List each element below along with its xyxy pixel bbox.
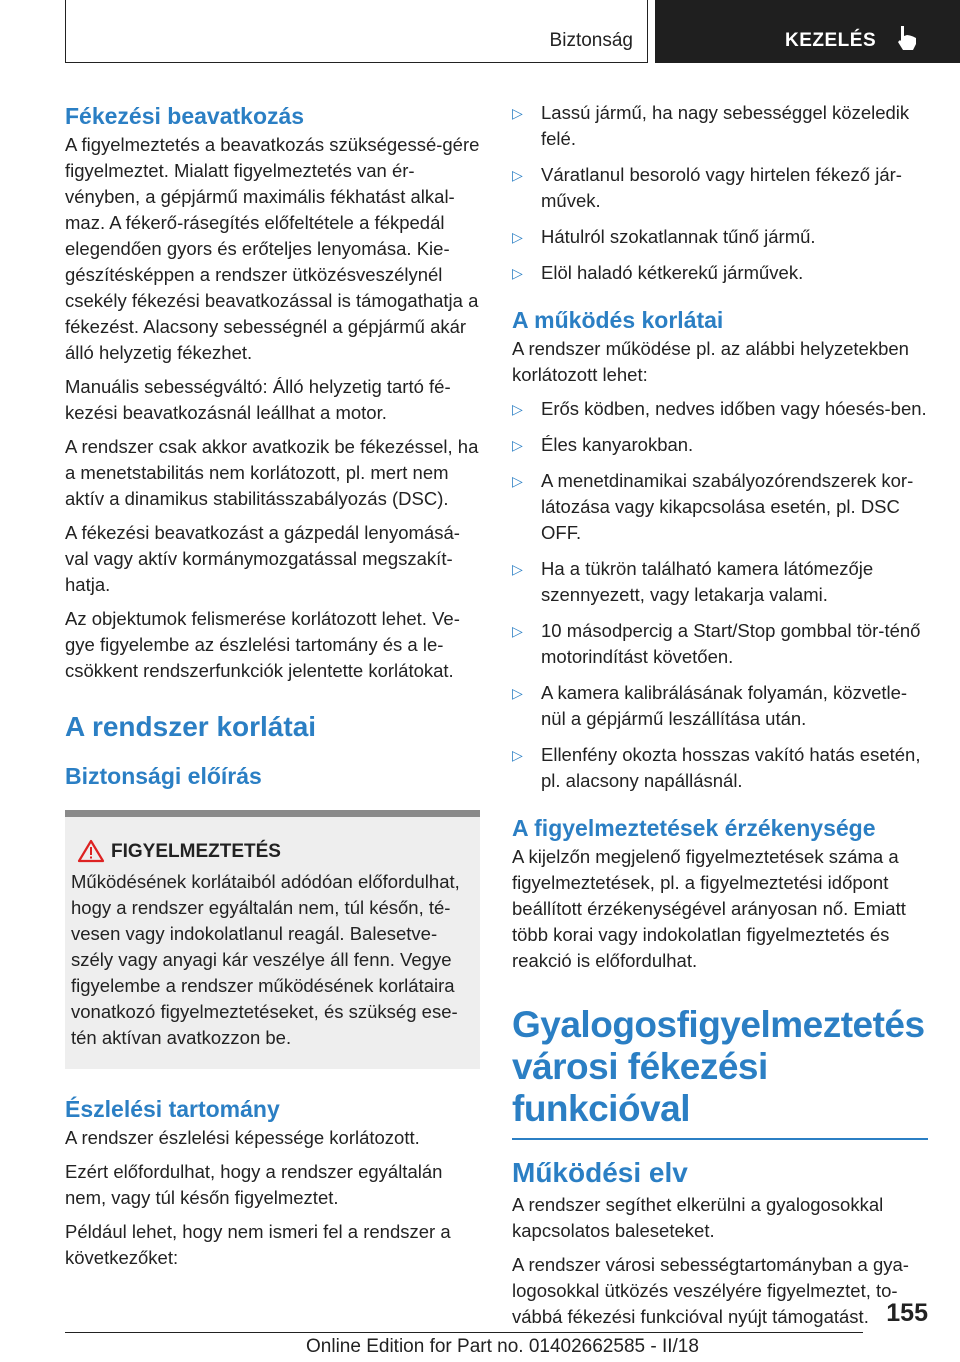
list-item: ▷ Ellenfény okozta hosszas vakító hatás esetén, pl. alacsony napállásnál. [512,742,928,794]
list-item: ▷ Váratlanul besoroló vagy hirtelen fékező jár-művek. [512,162,928,214]
warning-box [65,810,480,1069]
heading-fekezesi-beavatkozas: Fékezési beavatkozás [65,103,305,129]
paragraph: A rendszer segíthet elkerülni a gyalogosokkal kapcsolatos baleseteket. [512,1194,884,1241]
heading-rendszer-korlatai: A rendszer korlátai [65,711,317,742]
chapter-heading-block [512,1004,928,1140]
paragraph: Például lehet, hogy nem ismeri fel a rendszer a következőket: [65,1221,451,1268]
paragraph: Manuális sebességváltó: Álló helyzetig tartó fé-kezési beavatkozásnál leállhat a motor. [65,376,451,423]
heading-figyelmeztetesek-erzekenysege: A figyelmeztetések érzékenysége [512,815,876,841]
list-item: ▷ A menetdinamikai szabályozórendszerek kor-látozása vagy kikapcsolása esetén, pl. DSC OFF. [512,468,928,546]
footer-divider [65,1332,863,1333]
warning-triangle-icon [77,839,105,863]
paragraph: A kijelzőn megjelenő figyelmeztetések száma a figyelmeztetések, pl. a figyelmeztetési időpont beállított érzékenységével arányosan nő. Emiatt több korai vagy indokolatlan figyelmeztetés és reakció is előfordulhat. [512,846,906,971]
list-item: ▷ Elöl haladó kétkerekű járművek. [512,260,928,286]
paragraph: A rendszer csak akkor avatkozik be fékezéssel, ha a menetstabilitás nem korlátozott, pl. mert nem aktív a dinamikus stabilitásszabályozás (DSC). [65,436,479,509]
list-item: ▷ A kamera kalibrálásának folyamán, közvetle-nül a gépjármű leszállítása után. [512,680,928,732]
list-item: ▷ Erős ködben, nedves időben vagy hóesés-ben. [512,396,928,422]
paragraph: A rendszer észlelési képessége korlátozott. [65,1127,420,1148]
hand-pointer-icon [895,24,919,52]
chapter-title: Biztonság [549,30,633,51]
paragraph: A fékezési beavatkozást a gázpedál lenyomásá-val vagy aktív kormánymozgatással megszakít-hatja. [65,522,460,595]
limitations-list [512,396,928,794]
list-item: ▷ 10 másodpercig a Start/Stop gombbal tör-ténő motorindítást követően. [512,618,928,670]
list-item: ▷ Lassú jármű, ha nagy sebességgel közeledik felé. [512,100,928,152]
heading-mukodesi-elv: Működési elv [512,1157,688,1188]
header-chapter-box [65,0,648,63]
heading-gyalogosfigyelmeztetes: Gyalogosfigyelmeztetés városi fékezési funkcióval [512,1004,925,1129]
undetected-objects-list [512,100,928,286]
right-column [512,100,928,1338]
warning-title: FIGYELMEZTETÉS [111,841,281,862]
warning-text: Működésének korlátaiból adódóan előfordulhat, hogy a rendszer egyáltalán nem, túl későn, té-vesen vagy indokolatlanul reagál. Balesetve-szély vagy anyagi kár veszélye áll fenn. Vegye figyelembe a rendszer működésének korlátaira vonatkozó figyelmeztetéseket, és szükség ese-tén aktívan avatkozzon be. [71,871,460,1048]
heading-biztonsagi-eloiras: Biztonsági előírás [65,763,262,789]
paragraph: A rendszer működése pl. az alábbi helyzetekben korlátozott lehet: [512,338,909,385]
left-column [65,100,480,1279]
heading-eszlelesi-tartomany: Észlelési tartomány [65,1096,280,1122]
list-item: ▷ Hátulról szokatlannak tűnő jármű. [512,224,928,250]
heading-mukodes-korlatai: A működés korlátai [512,307,724,333]
paragraph: Ezért előfordulhat, hogy a rendszer egyáltalán nem, vagy túl későn figyelmeztet. [65,1161,443,1208]
header-section-box [655,0,960,63]
list-item: ▷ Ha a tükrön található kamera látómezője szennyezett, vagy letakarja valami. [512,556,928,608]
footer-edition: Online Edition for Part no. 01402662585 - II/18 [306,1336,699,1357]
page-number: 155 [886,1299,928,1327]
section-label: KEZELÉS [785,30,877,51]
paragraph: A rendszer városi sebességtartományban a gya-logosokkal ütközés veszélyére figyelmeztet, to-vábbá fékezési funkcióval nyújt támogatást. [512,1254,909,1327]
paragraph: Az objektumok felismerése korlátozott lehet. Ve-gye figyelembe az észlelési tartomány és a le-csökkent rendszerfunkciók jelentette korlátokat. [65,608,460,681]
paragraph: A figyelmeztetés a beavatkozás szükségessé-gére figyelmeztet. Mialatt figyelmeztetés van ér-vényben, a gépjármű maximális fékhatást alkal-maz. A fékerő-rásegítés előfeltétele a fékpedál elegendően gyors és erőteljes lenyomása. Kie-gészítésképpen a rendszer ütközésveszélynél csekély fékezési beavatkozással is támogathatja a fékezést. Alacsony sebességnél a gépjármű akár álló helyzetig fékezhet. [65,134,480,363]
list-item: ▷ Éles kanyarokban. [512,432,928,458]
